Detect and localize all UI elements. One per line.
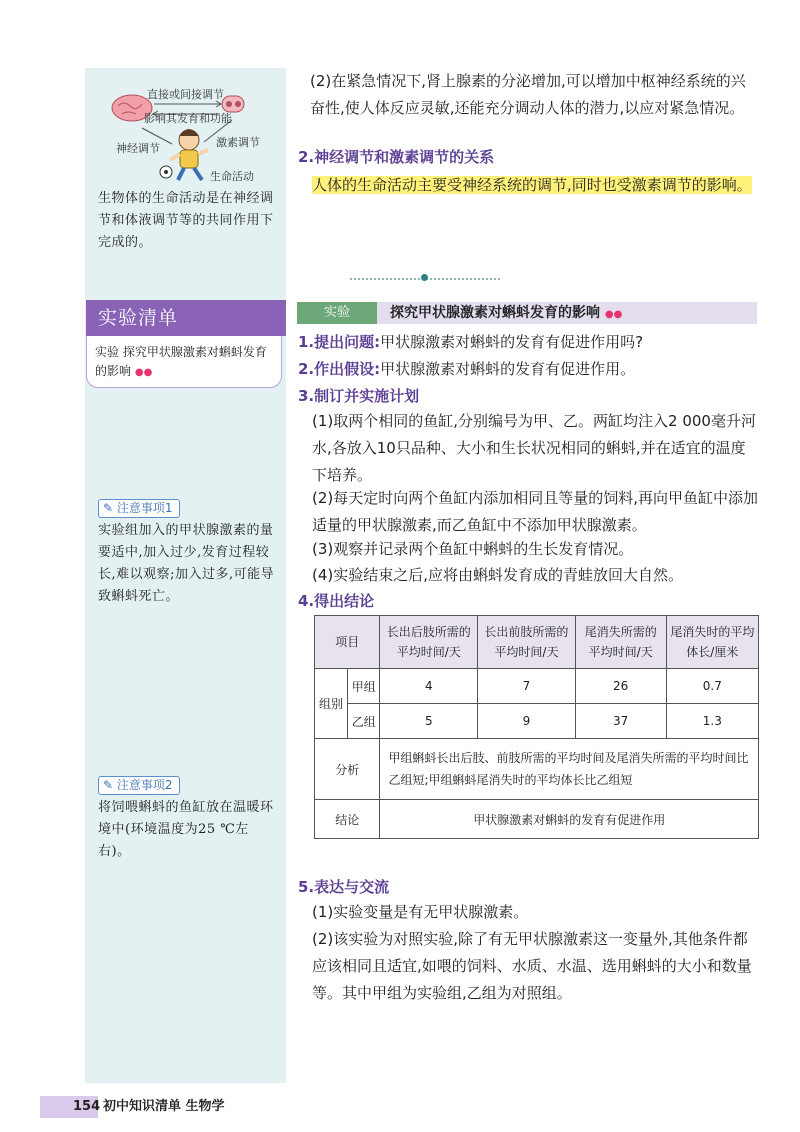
section-2-highlight: 人体的生命活动主要受神经系统的调节,同时也受激素调节的影响。: [312, 176, 752, 194]
step-2-text: 甲状腺激素对蝌蚪的发育有促进作用。: [380, 360, 636, 378]
group-name: 甲组: [348, 669, 380, 704]
regulation-diagram: [92, 80, 282, 185]
step-1: [298, 329, 643, 356]
analysis-text: 甲组蝌蚪长出后肢、前肢所需的平均时间及尾消失所需的平均时间比乙组短;甲组蝌蚪尾消失时的平均体长比乙组短: [380, 739, 759, 800]
experiment-tag: 实验: [297, 302, 377, 324]
page-number: 154: [73, 1099, 101, 1114]
conclusion-text: 甲状腺激素对蝌蚪的发育有促进作用: [380, 800, 759, 839]
difficulty-stars-icon: ●●: [604, 309, 623, 320]
note-tag-1: [98, 499, 180, 518]
step-1-title: 1.提出问题:: [298, 333, 381, 351]
point-2-text: (2)在紧急情况下,肾上腺素的分泌增加,可以增加中枢神经系统的兴奋性,使人体反应灵敏,还能充分调动人体的潜力,以应对紧急情况。: [310, 72, 746, 117]
note-icon: ✎: [103, 501, 114, 515]
diagram-bottom-label: 生命活动: [210, 170, 254, 183]
section-2-text: [312, 172, 762, 199]
experiment-title-text: 探究甲状腺激素对蝌蚪发育的影响: [390, 305, 600, 321]
step-2-title: 2.作出假设:: [298, 360, 381, 378]
experiment-list-item: 实验 探究甲状腺激素对蝌蚪发育的影响: [95, 345, 267, 378]
table-cell: 4: [380, 669, 478, 704]
ball-icon: [160, 166, 172, 178]
table-header-row: [315, 616, 759, 669]
diagram-right-label: 激素调节: [216, 136, 260, 149]
step-3-title: 3.制订并实施计划: [298, 387, 420, 405]
experiment-title: [390, 302, 622, 326]
table-cell: 26: [575, 669, 666, 704]
experiment-list-box: [86, 336, 282, 388]
table-cell: 37: [575, 704, 666, 739]
exchange-item-1: (1)实验变量是有无甲状腺激素。: [312, 903, 529, 921]
header-cell: 尾消失所需的平均时间/天: [575, 616, 666, 669]
group-label: 组别: [315, 669, 348, 739]
diagram-middle-label: 影响其发育和功能: [144, 112, 232, 125]
group-name: 乙组: [348, 704, 380, 739]
diagram-left-label: 神经调节: [116, 142, 160, 155]
sidebar-summary: 生物体的生命活动是在神经调节和体液调节等的共同作用下完成的。: [98, 191, 274, 250]
divider-dot: [421, 274, 428, 281]
header-cell: 长出前肢所需的平均时间/天: [478, 616, 576, 669]
conclusion-label: 结论: [315, 800, 380, 839]
analysis-label: 分析: [315, 739, 380, 800]
table-cell: 5: [380, 704, 478, 739]
table-cell: 0.7: [666, 669, 758, 704]
header-cell: 长出后肢所需的平均时间/天: [380, 616, 478, 669]
step-4-title: 4.得出结论: [298, 592, 375, 610]
note-2-text: 将饲喂蝌蚪的鱼缸放在温暖环境中(环境温度为25 ℃左右)。: [98, 800, 274, 859]
header-item: 项目: [315, 616, 380, 669]
plan-item-4: (4)实验结束之后,应将由蝌蚪发育成的青蛙放回大自然。: [312, 566, 684, 584]
note-tag-1-label: 注意事项1: [116, 501, 173, 515]
plan-item-2: (2)每天定时向两个鱼缸内添加相同且等量的饲料,再向甲鱼缸中添加适量的甲状腺激素,而乙鱼缸中不添加甲状腺激素。: [312, 489, 759, 534]
step-2: [298, 356, 635, 383]
table-row: [315, 739, 759, 800]
experiment-list-banner: [86, 300, 286, 336]
note-tag-2: [98, 776, 180, 795]
difficulty-stars-icon: ●●: [134, 367, 153, 378]
step-5-title: 5.表达与交流: [298, 878, 390, 896]
note-tag-2-label: 注意事项2: [116, 778, 173, 792]
table-cell: 9: [478, 704, 576, 739]
table-row: [315, 704, 759, 739]
banner-title: 实验清单: [98, 307, 179, 329]
table-cell: 1.3: [666, 704, 758, 739]
table-cell: 7: [478, 669, 576, 704]
table-row: [315, 800, 759, 839]
boy-icon: [170, 129, 208, 180]
results-table: [314, 615, 759, 839]
plan-item-1: (1)取两个相同的鱼缸,分别编号为甲、乙。两缸均注入2 000毫升河水,各放入10只品种、大小和生长状况相同的蝌蚪,并在适宜的温度下培养。: [312, 412, 756, 484]
diagram-top-label: 直接或间接调节: [147, 88, 224, 101]
exchange-item-2: (2)该实验为对照实验,除了有无甲状腺激素这一变量外,其他条件都应该相同且适宜,如喂的饲料、水质、水温、选用蝌蚪的大小和数量等。其中甲组为实验组,乙组为对照组。: [312, 930, 752, 1002]
table-row: [315, 669, 759, 704]
note-1-text: 实验组加入的甲状腺激素的量要适中,加入过少,发育过程较长,难以观察;加入过多,可能导致蝌蚪死亡。: [98, 523, 275, 604]
footer-book-title: 初中知识清单 生物学: [103, 1099, 225, 1114]
section-2-title: 2.神经调节和激素调节的关系: [298, 148, 495, 166]
note-icon: ✎: [103, 778, 114, 792]
header-cell: 尾消失时的平均体长/厘米: [666, 616, 758, 669]
plan-item-3: (3)观察并记录两个鱼缸中蝌蚪的生长发育情况。: [312, 540, 634, 558]
step-1-text: 甲状腺激素对蝌蚪的发育有促进作用吗?: [380, 333, 644, 351]
